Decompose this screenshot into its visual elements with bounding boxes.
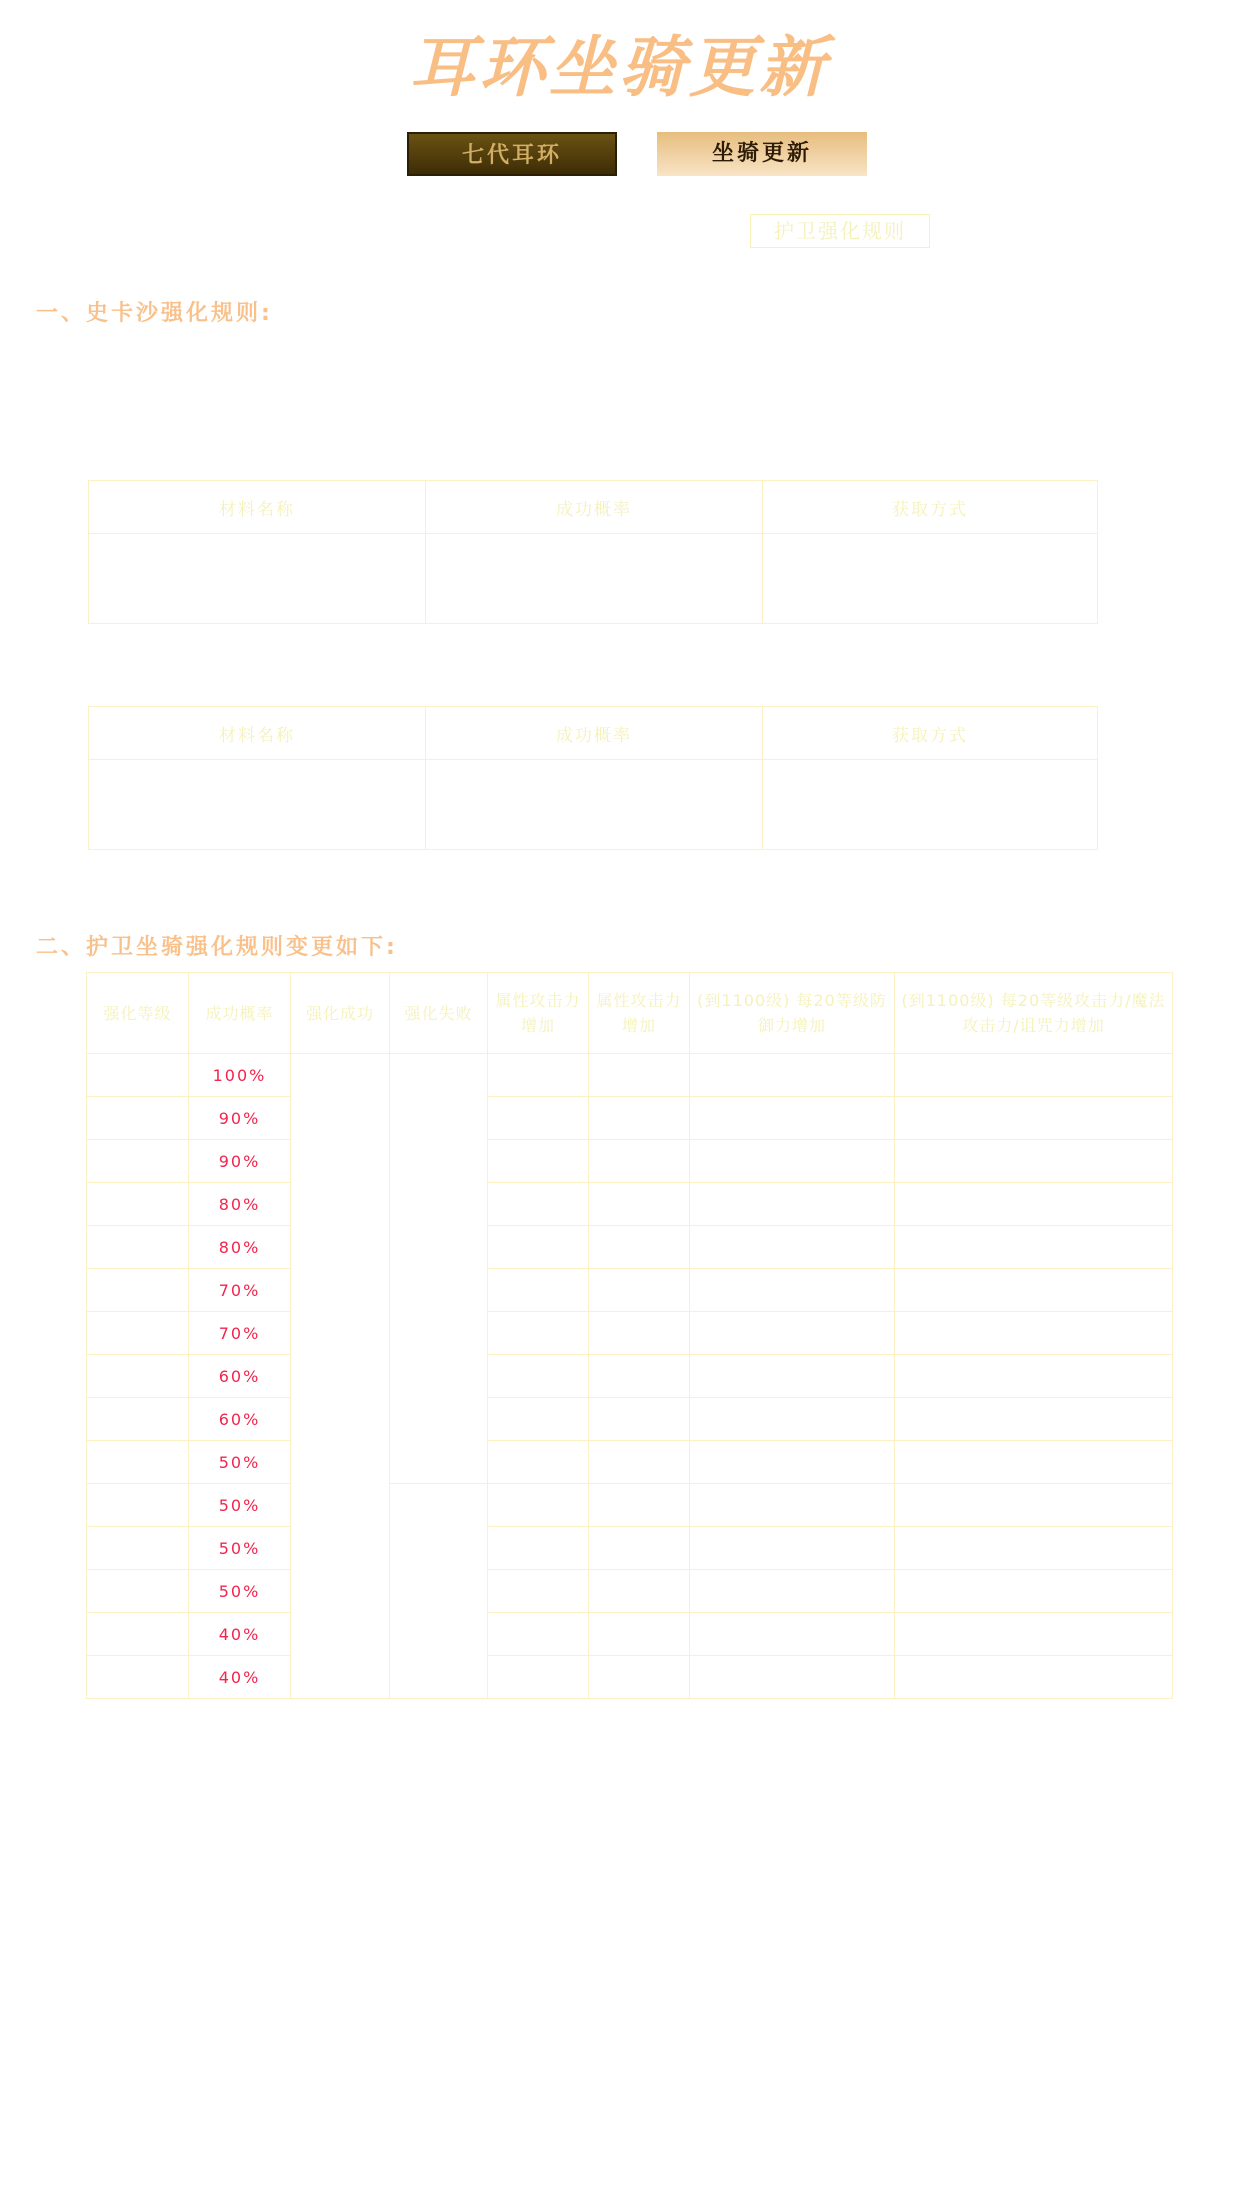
value-cell xyxy=(690,1613,895,1656)
table-row xyxy=(87,1613,1173,1656)
success-rate-cell: 60% xyxy=(189,1355,291,1398)
fail-cell xyxy=(390,1484,488,1699)
value-cell xyxy=(589,1398,690,1441)
value-cell xyxy=(690,1484,895,1527)
table-row xyxy=(87,1183,1173,1226)
success-rate-cell: 50% xyxy=(189,1441,291,1484)
value-cell xyxy=(589,1355,690,1398)
table-header: 成功概率 xyxy=(189,973,291,1054)
value-cell xyxy=(589,1054,690,1097)
value-cell xyxy=(690,1398,895,1441)
value-cell xyxy=(488,1527,589,1570)
table-header: (到1100级) 每20等级攻击力/魔法攻击力/诅咒力增加 xyxy=(895,973,1173,1054)
value-cell xyxy=(895,1226,1173,1269)
value-cell xyxy=(488,1613,589,1656)
success-rate-cell: 90% xyxy=(189,1097,291,1140)
table-header: 强化成功 xyxy=(291,973,390,1054)
value-cell xyxy=(895,1613,1173,1656)
success-rate-cell: 80% xyxy=(189,1183,291,1226)
upgrade-table xyxy=(86,972,1173,1699)
value-cell xyxy=(488,1484,589,1527)
value-cell xyxy=(488,1656,589,1699)
material-table-1 xyxy=(88,480,1098,624)
value-cell xyxy=(895,1570,1173,1613)
table-header: 强化等级 xyxy=(87,973,189,1054)
value-cell xyxy=(488,1226,589,1269)
value-cell xyxy=(690,1355,895,1398)
table-header: (到1100级) 每20等级防御力增加 xyxy=(690,973,895,1054)
value-cell xyxy=(488,1570,589,1613)
success-rate-cell: 50% xyxy=(189,1484,291,1527)
value-cell xyxy=(589,1312,690,1355)
value-cell xyxy=(589,1527,690,1570)
level-cell xyxy=(87,1226,189,1269)
value-cell xyxy=(690,1183,895,1226)
tab-earring[interactable]: 七代耳环 xyxy=(407,132,617,176)
value-cell xyxy=(690,1269,895,1312)
value-cell xyxy=(895,1312,1173,1355)
value-cell xyxy=(690,1097,895,1140)
value-cell xyxy=(895,1527,1173,1570)
level-cell xyxy=(87,1097,189,1140)
value-cell xyxy=(488,1097,589,1140)
table-row xyxy=(87,1570,1173,1613)
value-cell xyxy=(690,1656,895,1699)
value-cell xyxy=(895,1355,1173,1398)
value-cell xyxy=(488,1140,589,1183)
level-cell xyxy=(87,1656,189,1699)
success-rate-cell: 70% xyxy=(189,1312,291,1355)
value-cell xyxy=(895,1054,1173,1097)
value-cell xyxy=(690,1570,895,1613)
value-cell xyxy=(895,1140,1173,1183)
value-cell xyxy=(589,1097,690,1140)
table-row xyxy=(87,1140,1173,1183)
table-header: 强化失败 xyxy=(390,973,488,1054)
value-cell xyxy=(488,1269,589,1312)
table-row xyxy=(89,534,1098,624)
value-cell xyxy=(488,1054,589,1097)
success-rate-cell: 40% xyxy=(189,1656,291,1699)
value-cell xyxy=(589,1484,690,1527)
value-cell xyxy=(589,1441,690,1484)
value-cell xyxy=(589,1656,690,1699)
level-cell xyxy=(87,1355,189,1398)
success-rate-cell: 70% xyxy=(189,1269,291,1312)
value-cell xyxy=(690,1226,895,1269)
value-cell xyxy=(589,1183,690,1226)
table-row xyxy=(87,1398,1173,1441)
table-row xyxy=(87,1226,1173,1269)
value-cell xyxy=(488,1441,589,1484)
value-cell xyxy=(589,1613,690,1656)
success-rate-cell: 50% xyxy=(189,1570,291,1613)
value-cell xyxy=(488,1355,589,1398)
guard-rules-button[interactable]: 护卫强化规则 xyxy=(750,214,930,248)
level-cell xyxy=(87,1441,189,1484)
table-header: 材料名称 xyxy=(89,481,426,534)
value-cell xyxy=(589,1226,690,1269)
value-cell xyxy=(589,1269,690,1312)
section-1-heading: 一、史卡沙强化规则: xyxy=(36,301,273,326)
value-cell xyxy=(488,1312,589,1355)
value-cell xyxy=(690,1054,895,1097)
success-rate-cell: 80% xyxy=(189,1226,291,1269)
fail-cell xyxy=(390,1054,488,1484)
table-row xyxy=(87,1441,1173,1484)
material-table-2 xyxy=(88,706,1098,850)
table-header: 属性攻击力增加 xyxy=(488,973,589,1054)
level-cell xyxy=(87,1183,189,1226)
value-cell xyxy=(488,1183,589,1226)
table-row xyxy=(87,1097,1173,1140)
value-cell xyxy=(690,1140,895,1183)
level-cell xyxy=(87,1527,189,1570)
success-rate-cell: 90% xyxy=(189,1140,291,1183)
success-rate-cell: 50% xyxy=(189,1527,291,1570)
success-rate-cell: 60% xyxy=(189,1398,291,1441)
value-cell xyxy=(895,1269,1173,1312)
level-cell xyxy=(87,1484,189,1527)
level-cell xyxy=(87,1570,189,1613)
page-title: 耳环坐骑更新 xyxy=(409,29,829,106)
success-cell xyxy=(291,1054,390,1699)
table-row xyxy=(89,760,1098,850)
value-cell xyxy=(895,1398,1173,1441)
table-header: 获取方式 xyxy=(763,707,1098,760)
success-rate-cell: 40% xyxy=(189,1613,291,1656)
level-cell xyxy=(87,1140,189,1183)
level-cell xyxy=(87,1054,189,1097)
level-cell xyxy=(87,1398,189,1441)
value-cell xyxy=(895,1441,1173,1484)
table-row xyxy=(87,1527,1173,1570)
value-cell xyxy=(895,1656,1173,1699)
value-cell xyxy=(895,1097,1173,1140)
level-cell xyxy=(87,1269,189,1312)
table-row xyxy=(87,1656,1173,1699)
section-2-heading: 二、护卫坐骑强化规则变更如下: xyxy=(36,935,398,960)
value-cell xyxy=(690,1441,895,1484)
value-cell xyxy=(690,1312,895,1355)
tab-mount[interactable]: 坐骑更新 xyxy=(657,132,867,176)
value-cell xyxy=(589,1570,690,1613)
value-cell xyxy=(488,1398,589,1441)
table-row xyxy=(87,1312,1173,1355)
table-row xyxy=(87,1484,1173,1527)
table-header: 获取方式 xyxy=(763,481,1098,534)
table-row xyxy=(87,1269,1173,1312)
success-rate-cell: 100% xyxy=(189,1054,291,1097)
level-cell xyxy=(87,1613,189,1656)
table-header: 成功概率 xyxy=(426,707,763,760)
level-cell xyxy=(87,1312,189,1355)
table-header: 属性攻击力增加 xyxy=(589,973,690,1054)
value-cell xyxy=(895,1183,1173,1226)
value-cell xyxy=(589,1140,690,1183)
table-header: 成功概率 xyxy=(426,481,763,534)
table-row xyxy=(87,1054,1173,1097)
value-cell xyxy=(690,1527,895,1570)
value-cell xyxy=(895,1484,1173,1527)
table-header: 材料名称 xyxy=(89,707,426,760)
table-row xyxy=(87,1355,1173,1398)
